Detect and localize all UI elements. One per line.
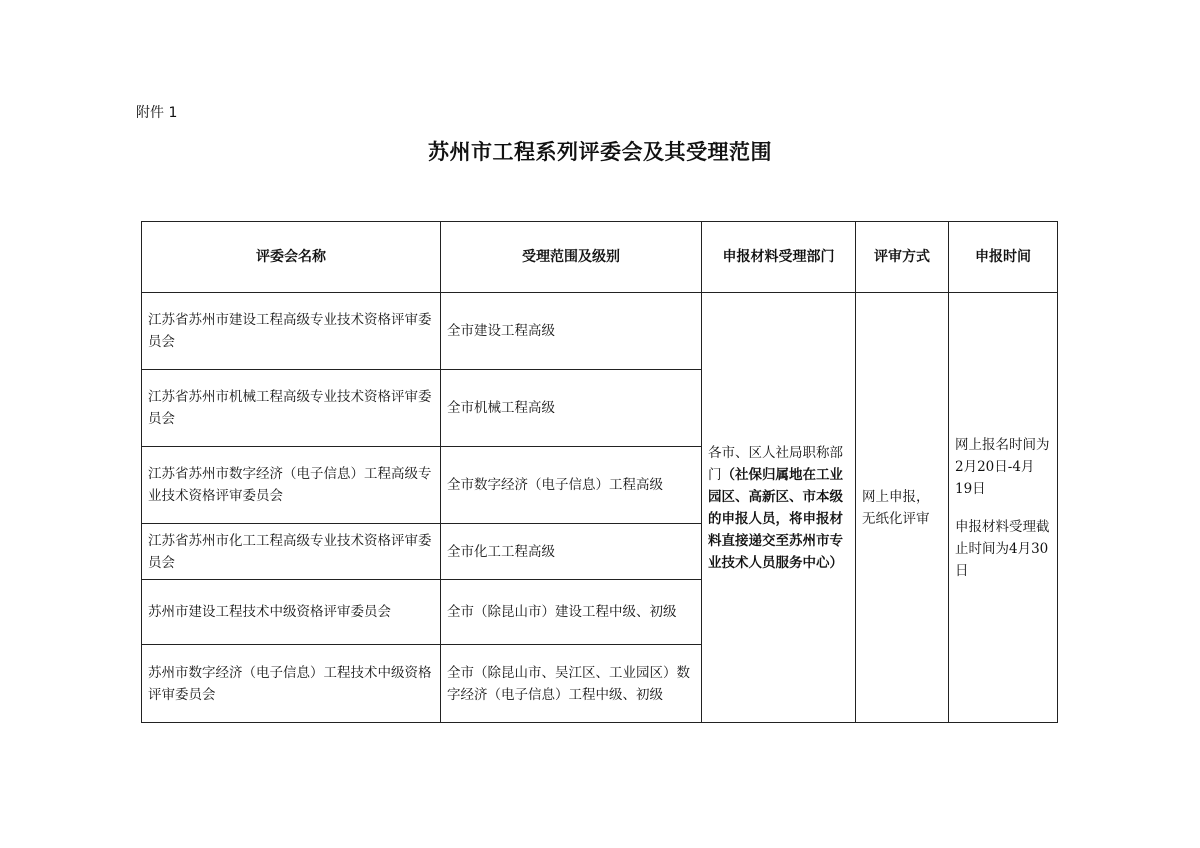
online-registration-time: 网上报名时间为2月20日-4月19日 [955,436,1050,497]
table-row [142,293,1058,370]
table-header-row [142,222,1058,293]
time-cell [949,293,1058,723]
scope-cell: 全市数字经济（电子信息）工程高级 [441,447,702,524]
page-title: 苏州市工程系列评委会及其受理范围 [428,140,772,164]
header-scope-level: 受理范围及级别 [441,222,702,293]
header-method: 评审方式 [856,222,949,293]
scope-cell: 全市建设工程高级 [441,293,702,370]
material-deadline: 申报材料受理截止时间为4月30日 [955,518,1050,579]
scope-cell: 全市化工工程高级 [441,524,702,580]
committee-name-cell: 苏州市建设工程技术中级资格评审委员会 [142,580,441,645]
header-time: 申报时间 [949,222,1058,293]
header-dept: 申报材料受理部门 [702,222,856,293]
scope-cell: 全市机械工程高级 [441,370,702,447]
dept-cell [702,293,856,723]
scope-cell: 全市（除昆山市、吴江区、工业园区）数字经济（电子信息）工程中级、初级 [441,645,702,723]
scope-cell: 全市（除昆山市）建设工程中级、初级 [441,580,702,645]
committee-name-cell: 江苏省苏州市数字经济（电子信息）工程高级专业技术资格评审委员会 [142,447,441,524]
header-committee-name: 评委会名称 [142,222,441,293]
committee-name-cell: 江苏省苏州市机械工程高级专业技术资格评审委员会 [142,370,441,447]
committee-name-cell: 江苏省苏州市化工工程高级专业技术资格评审委员会 [142,524,441,580]
attachment-label: 附件 1 [136,105,178,121]
dept-plain-text: 各市、区人社局职称部门 [708,444,843,483]
time-spacer [955,500,1051,516]
dept-bold-text: （社保归属地在工业园区、高新区、市本级的申报人员，将申报材料直接递交至苏州市专业技术人员服务中心） [708,466,843,571]
committee-name-cell: 江苏省苏州市建设工程高级专业技术资格评审委员会 [142,293,441,370]
committee-scope-table [141,221,1058,723]
committee-name-cell: 苏州市数字经济（电子信息）工程技术中级资格评审委员会 [142,645,441,723]
method-cell: 网上申报，无纸化评审 [856,293,949,723]
